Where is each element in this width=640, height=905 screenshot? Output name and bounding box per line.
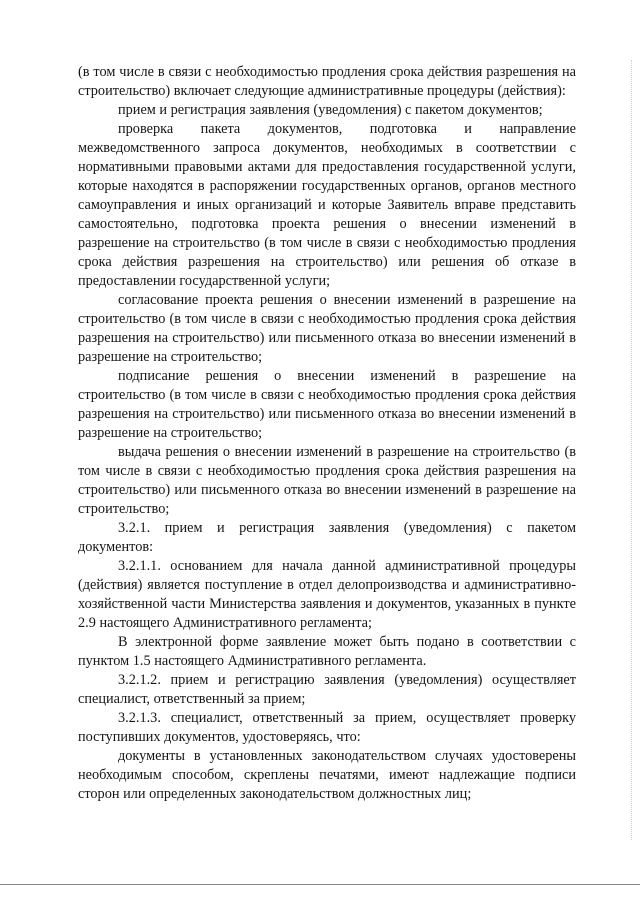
paragraph-procedure-signing: подписание решения о внесении изменений в разрешение на строительство (в том числе в связи с необходимостью продления срока действия разрешения на строительство) или письменного отказа во внесении изменений в разрешение на строительство; (78, 368, 576, 441)
paragraph-procedure-issuance: выдача решения о внесении изменений в разрешение на строительство (в том числе в связи с необходимостью продления срока действия разрешения на строительство) или письменного отказа во внесении изменений в разрешение на строительство; (78, 444, 576, 517)
paragraph-electronic-form: В электронной форме заявление может быть подано в соответствии с пунктом 1.5 настоящего Административного регламента. (78, 634, 576, 669)
paragraph-procedure-reception: прием и регистрация заявления (уведомления) с пакетом документов; (118, 102, 543, 118)
paragraph-3-2-1-1: 3.2.1.1. основанием для начала данной административной процедуры (действия) является поступление в отдел делопроизводства и административно-хозяйственной части Министерства заявления и документов, указанных в пункте 2.9 настоящего Административного регламента; (78, 558, 576, 631)
paragraph-documents-certified: документы в установленных законодательством случаях удостоверены необходимым способом, скреплены печатями, имеют надлежащие подписи сторон или определенных законодательством должностных лиц; (78, 748, 576, 802)
paragraph-procedure-verification: проверка пакета документов, подготовка и направление межведомственного запроса документов, необходимых в соответствии с нормативными правовыми актами для предоставления государственной услуги, которые находятся в распоряжении государственных органов, органов местного самоуправления и иных организаций и которые Заявитель вправе представить самостоятельно, подготовка проекта решения о внесении изменений в разрешение на строительство (в том числе в связи с необходимостью продления срока действия разрешения на строительство) или решения об отказе в предоставлении государственной услуги; (78, 121, 576, 289)
paragraph-intro: (в том числе в связи с необходимостью продления срока действия разрешения на строительство) включает следующие административные процедуры (действия): (78, 64, 576, 99)
page-bottom-rule (0, 884, 640, 885)
document-body (78, 63, 576, 804)
paragraph-procedure-approval: согласование проекта решения о внесении изменений в разрешение на строительство (в том числе в связи с необходимостью продления срока действия разрешения на строительство) или письменного отказа во внесении изменений в разрешение на строительство; (78, 292, 576, 365)
scan-margin-artifact (630, 60, 632, 840)
paragraph-3-2-1-2: 3.2.1.2. прием и регистрацию заявления (уведомления) осуществляет специалист, ответственный за прием; (78, 672, 576, 707)
paragraph-3-2-1: 3.2.1. прием и регистрация заявления (уведомления) с пакетом документов: (78, 520, 576, 555)
paragraph-3-2-1-3: 3.2.1.3. специалист, ответственный за прием, осуществляет проверку поступивших документов, удостоверяясь, что: (78, 710, 576, 745)
